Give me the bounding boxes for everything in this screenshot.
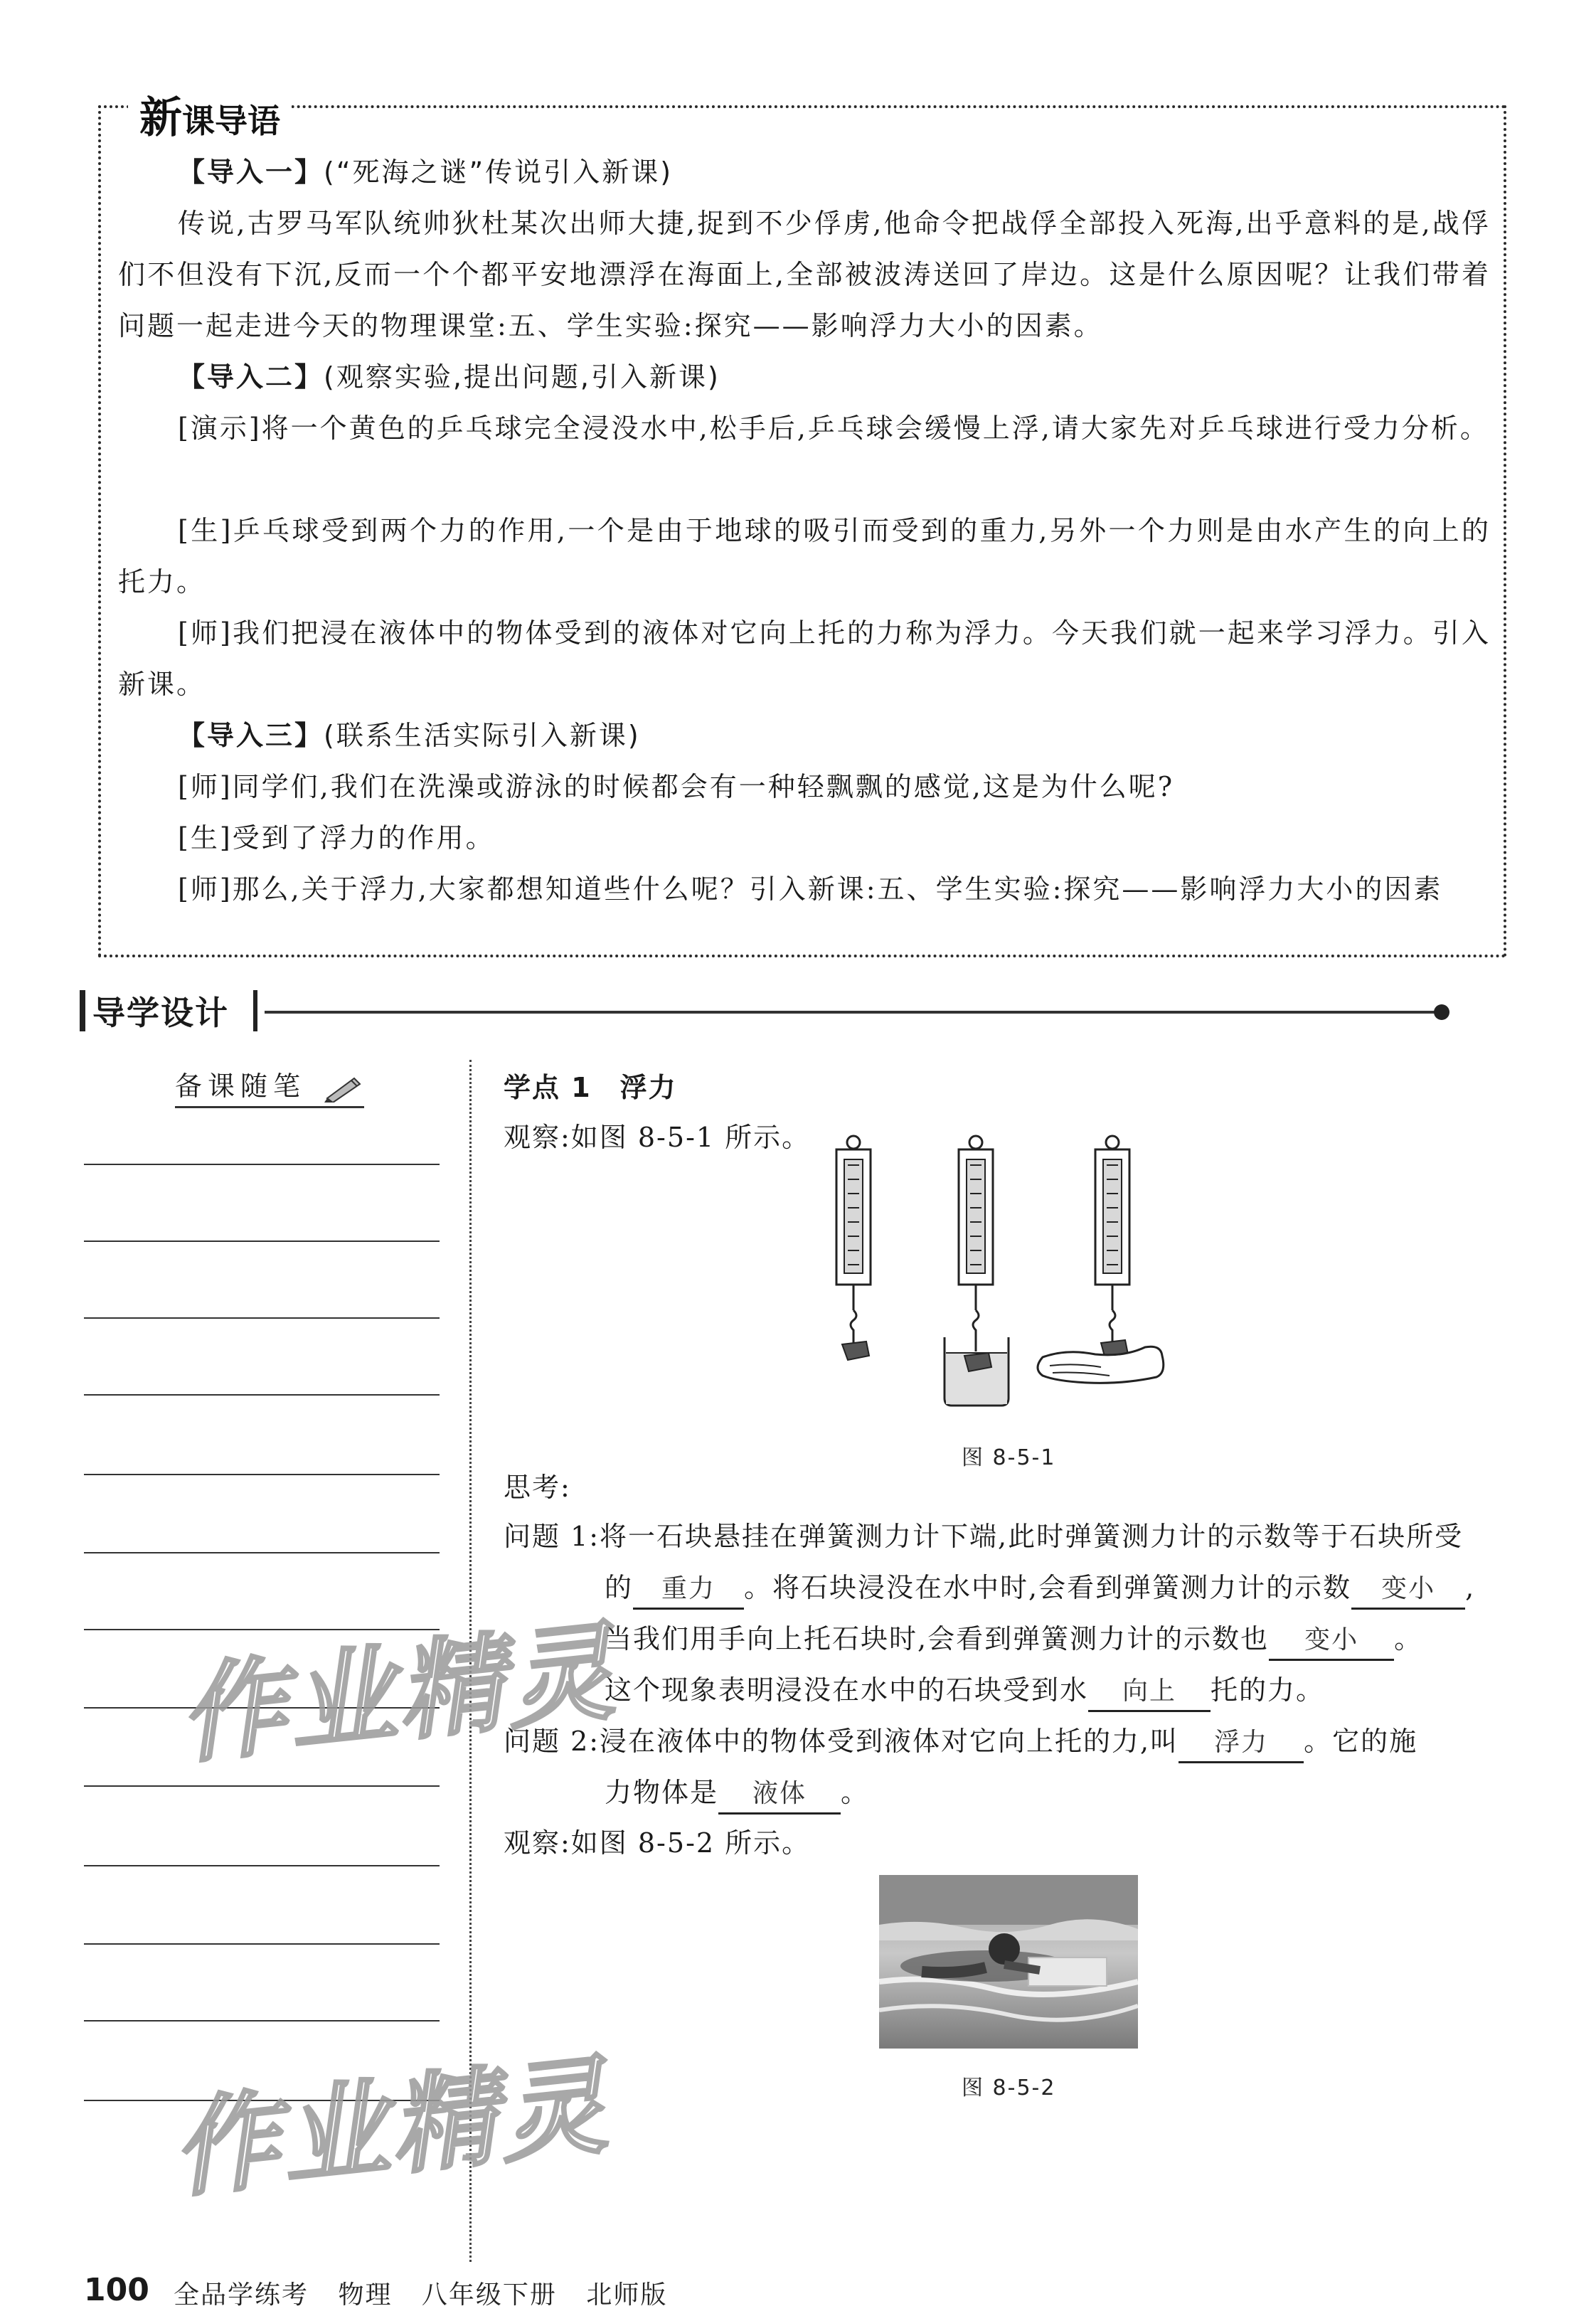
section-rule: [265, 1011, 1437, 1014]
figure-2-caption: 图 8-5-2: [962, 2076, 1056, 2100]
note-line: [84, 1317, 440, 1319]
question-2-line1: 问题 2:浸在液体中的物体受到液体对它向上托的力,叫 浮力 。它的施: [504, 1716, 1513, 1767]
intro2-heading: 【导入二】(观察实验,提出问题,引入新课): [178, 361, 720, 393]
note-line: [84, 1474, 440, 1475]
footer-book-info: 全品学练考 物理 八年级下册 北师版: [174, 2280, 668, 2310]
answer-blank[interactable]: 重力: [633, 1571, 744, 1610]
spring-scale-figure: [811, 1131, 1195, 1408]
intro3-student1: [生]受到了浮力的作用。: [178, 822, 495, 854]
intro2-student: [生]乒乓球受到两个力的作用,一个是由于地球的吸引而受到的重力,另外一个力则是由水产生的向上的托力。: [118, 515, 1491, 597]
note-line: [84, 1240, 440, 1242]
section-bar-right: [253, 990, 257, 1031]
figure-1-caption: 图 8-5-1: [962, 1445, 1056, 1470]
question-1-line4: 这个现象表明浸没在水中的石块受到水 向上 托的力。: [605, 1664, 1515, 1716]
question-2-line2: 力物体是 液体 。: [605, 1767, 1515, 1818]
question-1-line2: 的 重力 。将石块浸没在水中时,会看到弹簧测力计的示数 变小 ,: [605, 1562, 1515, 1613]
note-line: [84, 1865, 440, 1866]
notes-title: 备课随笔: [175, 1064, 364, 1108]
answer-blank[interactable]: 变小: [1269, 1622, 1394, 1661]
watermark: 作业精灵: [166, 2044, 615, 2213]
answer-blank[interactable]: 浮力: [1179, 1724, 1304, 1763]
intro2-demo: [演示]将一个黄色的乒乓球完全浸没水中,松手后,乒乓球会缓慢上浮,请大家先对乒乓球进行受力分析。: [178, 413, 1489, 444]
think-label: 思考:: [504, 1472, 571, 1503]
intro-title: 新课导语: [128, 84, 292, 145]
intro3-heading: 【导入三】(联系生活实际引入新课): [178, 720, 641, 751]
observe-1: 观察:如图 8-5-1 所示。: [504, 1122, 811, 1153]
note-line: [84, 1164, 440, 1165]
note-line: [84, 1785, 440, 1787]
answer-blank[interactable]: 变小: [1351, 1571, 1465, 1610]
intro2-teacher: [师]我们把浸在液体中的物体受到的液体对它向上托的力称为浮力。今天我们就一起来学习浮力。引入新课。: [118, 617, 1491, 700]
observe-2: 观察:如图 8-5-2 所示。: [504, 1827, 811, 1859]
section-title: 导学设计: [92, 994, 229, 1032]
intro3-teacher2: [师]那么,关于浮力,大家都想知道些什么呢？引入新课:五、学生实验:探究——影响浮力大小的因素: [178, 873, 1443, 905]
section-bar-left: [80, 990, 85, 1031]
swimmer-photo: [879, 1875, 1138, 2049]
answer-blank[interactable]: 液体: [718, 1775, 841, 1815]
note-line: [84, 1552, 440, 1553]
pencil-icon: [323, 1074, 364, 1103]
intro1-text: 传说,古罗马军队统帅狄杜某次出师大捷,捉到不少俘虏,他命令把战俘全部投入死海,出乎意料的是,战俘们不但没有下沉,反而一个个都平安地漂浮在海面上,全部被波涛送回了岸边。这是什么原因呢？让我们带着问题一起走进今天的物理课堂:五、学生实验:探究——影响浮力大小的因素。: [118, 208, 1491, 341]
watermark: 作业精灵: [174, 1610, 622, 1779]
knowledge-point-heading: 学点 1 浮力: [504, 1072, 677, 1103]
question-1-line3: 当我们用手向上托石块时,会看到弹簧测力计的示数也 变小 。: [605, 1613, 1515, 1664]
note-line: [84, 1943, 440, 1945]
note-line: [84, 1394, 440, 1396]
page-number: 100: [84, 2272, 149, 2308]
intro1-heading: 【导入一】(“死海之谜”传说引入新课): [178, 156, 674, 188]
intro3-teacher1: [师]同学们,我们在洗澡或游泳的时候都会有一种轻飘飘的感觉,这是为什么呢?: [178, 771, 1175, 802]
answer-blank[interactable]: 向上: [1088, 1673, 1211, 1712]
note-line: [84, 2020, 440, 2022]
question-1-line1: 问题 1:将一石块悬挂在弹簧测力计下端,此时弹簧测力计的示数等于石块所受: [504, 1521, 1464, 1552]
section-rule-dot: [1434, 1004, 1449, 1020]
